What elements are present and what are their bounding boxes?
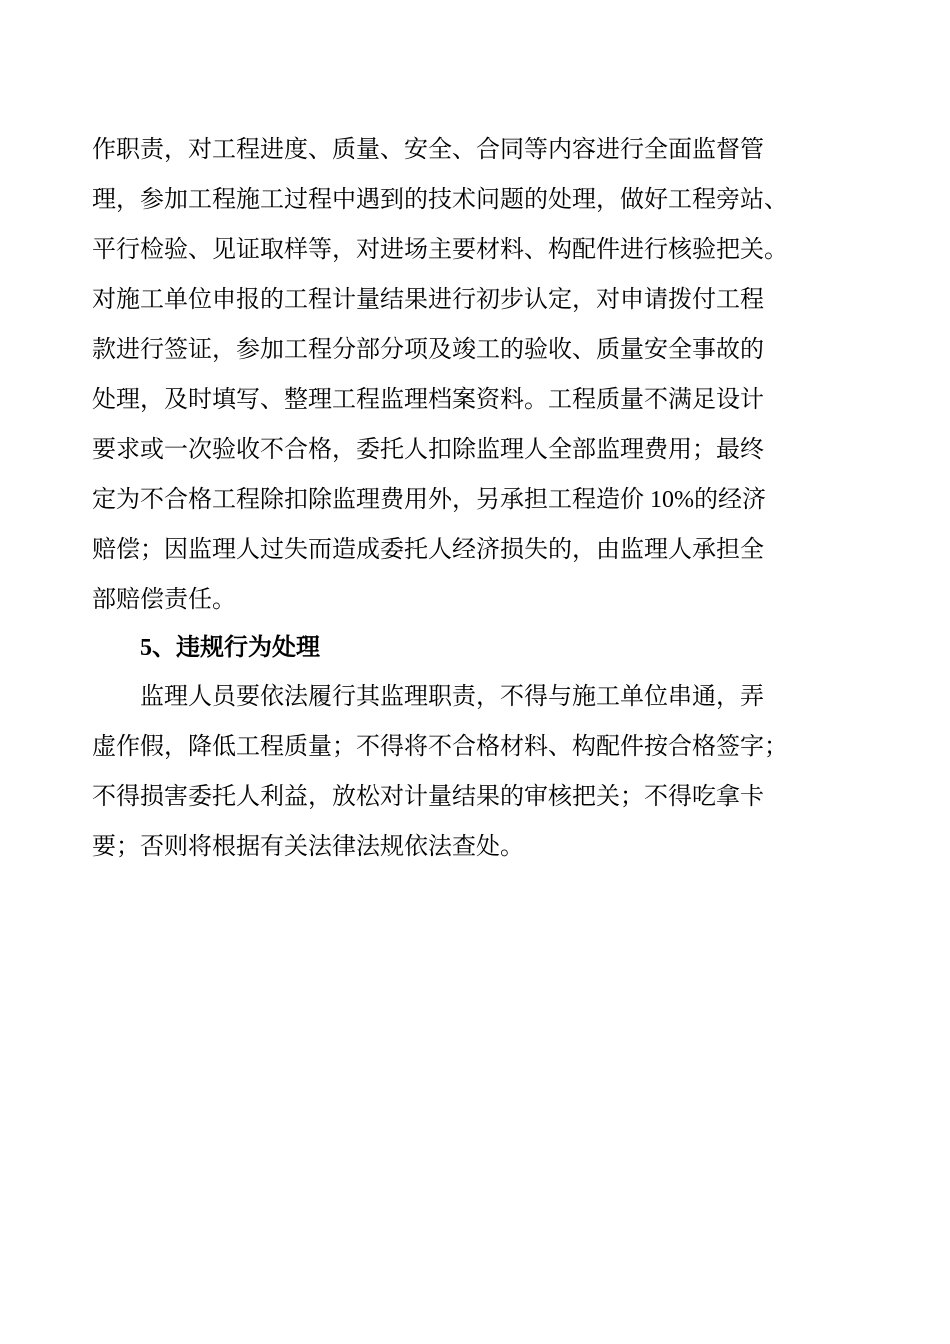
text-line: 赔偿；因监理人过失而造成委托人经济损失的，由监理人承担全	[92, 537, 764, 563]
text-line: 作职责，对工程进度、质量、安全、合同等内容进行全面监督管	[92, 137, 764, 163]
text-line: 不得损害委托人利益，放松对计量结果的审核把关；不得吃拿卡	[92, 784, 764, 810]
section-heading: 5、违规行为处理	[140, 635, 320, 661]
text-line: 处理，及时填写、整理工程监理档案资料。工程质量不满足设计	[92, 387, 764, 413]
text-line: 对施工单位申报的工程计量结果进行初步认定，对申请拨付工程	[92, 287, 764, 313]
text-line: 虚作假，降低工程质量；不得将不合格材料、构配件按合格签字；	[92, 734, 788, 760]
text-line: 款进行签证，参加工程分部分项及竣工的验收、质量安全事故的	[92, 337, 764, 363]
text-line: 要求或一次验收不合格，委托人扣除监理人全部监理费用；最终	[92, 437, 764, 463]
text-line: 要；否则将根据有关法律法规依法查处。	[92, 834, 524, 860]
text-line: 部赔偿责任。	[92, 587, 236, 613]
text-line: 定为不合格工程除扣除监理费用外，另承担工程造价 10%的经济	[92, 487, 766, 513]
text-line: 理，参加工程施工过程中遇到的技术问题的处理，做好工程旁站、	[92, 187, 788, 213]
text-line: 平行检验、见证取样等，对进场主要材料、构配件进行核验把关。	[92, 237, 788, 263]
text-line: 监理人员要依法履行其监理职责，不得与施工单位串通，弄	[140, 684, 764, 710]
